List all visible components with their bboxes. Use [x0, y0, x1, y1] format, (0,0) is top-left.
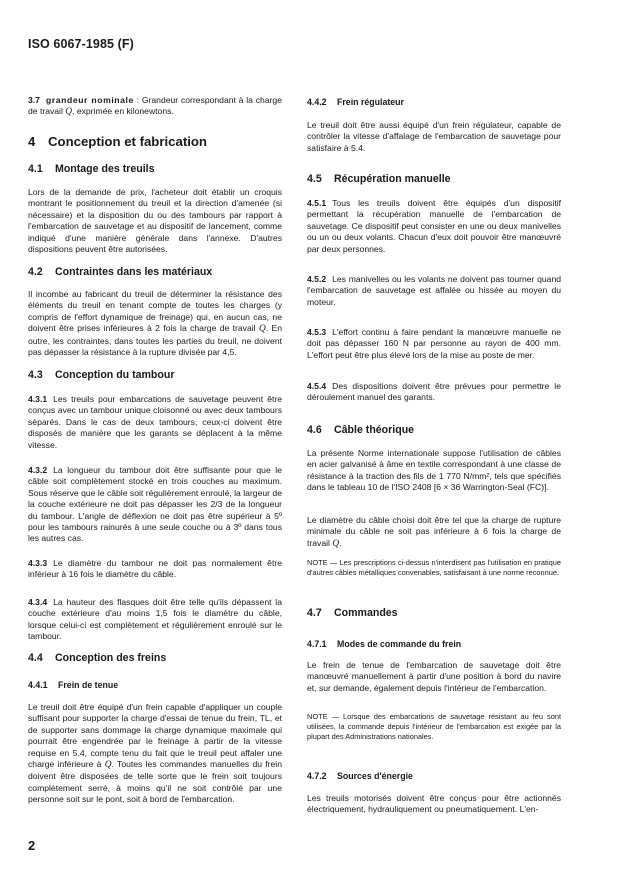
heading-4-4-1: 4.4.1 Frein de tenue	[28, 680, 119, 690]
heading-4-4-2: 4.4.2 Frein régulateur	[307, 97, 404, 107]
term-grandeur-nominale: grandeur nominale	[45, 95, 134, 105]
clause-4-5-1: 4.5.1 Tous les treuils doivent être équipés d'un dispositif permettant la récupération manuelle de l'embarcation de sauvetage. Ce dispositif peut consister en une ou deux manivelles ou un ou deux volants. Chacun d'eux doit pouvoir être manœuvré par deux personnes.	[307, 198, 561, 254]
heading-4-7-2: 4.7.2 Sources d'énergie	[307, 771, 413, 781]
clause-4-5-4: 4.5.4 Des dispositions doivent être prévues pour permettre le déroulement manuel des garants.	[307, 381, 561, 403]
clause-3-7	[28, 95, 282, 119]
heading-section-4: 4 Conception et fabrication	[28, 134, 207, 149]
clause-4-3-4: 4.3.4 La hauteur des flasques doit être telle qu'ils dépassent la couche extérieure d'au moins 1,5 fois le diamètre du câble, lorsque celui-ci est complètement et régulièrement enroulé sur le tambour.	[28, 597, 282, 642]
clause-4-3-1: 4.3.1 Les treuils pour embarcations de sauvetage peuvent être conçus avec un tambour unique cloisonné ou avec deux tambours séparés. Dans le cas de deux tambours, ceux-ci doivent être disposés de manière que les garants se déplacent à la même vitesse.	[28, 394, 282, 450]
clause-3-7-text: 3.7 grandeur nominale : Grandeur correspondant à la charge de travail Q, exprimée en kilonewtons.	[28, 95, 282, 118]
clause-4-4-2-text: Le treuil doit être aussi équipé d'un frein régulateur, capable de contrôler la vitesse d'affalage de l'embarcation de sauvetage pour satisfaire à 5.4.	[307, 120, 561, 153]
document-id: ISO 6067-1985 (F)	[28, 37, 134, 51]
clause-4-6-note: NOTE — Les prescriptions ci-dessus n'interdisent pas l'utilisation en pratique d'autres câbles métalliques convenables, satisfaisant à une norme reconnue.	[307, 558, 561, 577]
clause-4-1-text: Lors de la demande de prix, l'acheteur doit établir un croquis montrant le positionnement du treuil et la direction d'amenée (si nécessaire) et la disposition du ou des tambours par rapport à l'embarcation de sauvetage et au dispositif de lancement, comme indiqué d'une manière générale dans l'annexe. D'autres dispositions peuvent être autorisées.	[28, 187, 282, 255]
heading-4-2: 4.2 Contraintes dans les matériaux	[28, 266, 213, 278]
clause-4-6-text-2: Le diamètre du câble choisi doit être tel que la charge de rupture minimale du câble ne soit pas inférieure à 6 fois la charge de travail Q.	[307, 515, 561, 549]
page-number: 2	[28, 838, 36, 853]
clause-4-5-3: 4.5.3 L'effort continu à faire pendant la manœuvre manuelle ne doit pas dépasser 160 N par personne au rayon de 400 mm. L'effort peut être plus élevé lors de la mise au poste de mer.	[307, 327, 561, 360]
heading-4-4: 4.4 Conception des freins	[28, 652, 167, 664]
heading-4-3: 4.3 Conception du tambour	[28, 369, 175, 381]
heading-4-7: 4.7 Commandes	[307, 607, 398, 619]
clause-4-2-text: Il incombe au fabricant du treuil de déterminer la résistance des éléments du treuil en tenant compte de toutes les charges (y compris de l'effort dynamique de freinage) qui, en aucun cas, ne doivent être prises inférieures à 2 fois la charge de travail Q. En outre, les contraintes, dans toutes les parties du treuil, ne doivent pas dépasser la résistance à la rupture divisée par 4,5.	[28, 289, 282, 358]
heading-4-5: 4.5 Récupération manuelle	[307, 173, 451, 185]
clause-4-7-2-text: Les treuils motorisés doivent être conçus pour être actionnés électriquement, hydrauliquement ou pneumatiquement. L'en-	[307, 793, 561, 815]
clause-4-6-text-1: La présente Norme internationale suppose l'utilisation de câbles en acier galvanisé à âme en textile correspondant à une classe de résistance à la traction des fils de 1 770 N/mm², tels que spécifiés dans le tableau 10 de l'ISO 2408 [6 × 36 Warrington-Seal (FC)].	[307, 448, 561, 493]
clause-4-5-2: 4.5.2 Les manivelles ou les volants ne doivent pas tourner quand l'embarcation de sauvetage est affalée ou hissée au moyen du moteur.	[307, 274, 561, 307]
clause-4-7-1-note: NOTE — Lorsque des embarcations de sauvetage résistant au feu sont utilisées, la commande depuis l'intérieur de l'embarcation est exigée par la plupart des Administrations nationales.	[307, 712, 561, 741]
clause-4-4-1-text: Le treuil doit être équipé d'un frein capable d'appliquer un couple suffisant pour supporter la charge d'essai de tenue du frein, TL, et de supporter sans dommage la charge dynamique maximale qui pourrait être engendrée par le freinage à partir de la vitesse requise en 5.4, compte tenu du fait que le treuil peut affaler une charge inférieure à Q. Toutes les commandes manuelles du frein doivent être disposées de telle sorte que le frein soit toujours complètement serré, à moins qu'il ne soit contrôlé par une personne soit sur le pont, soit à bord de l'embarcation.	[28, 702, 282, 805]
heading-4-7-1: 4.7.1 Modes de commande du frein	[307, 639, 462, 649]
clause-4-3-3: 4.3.3 Le diamètre du tambour ne doit pas normalement être inférieur à 16 fois le diamètre du câble.	[28, 558, 282, 580]
heading-4-1: 4.1 Montage des treuils	[28, 163, 155, 175]
clause-4-3-2: 4.3.2 La longueur du tambour doit être suffisante pour que le câble soit complètement stocké en trois couches au maximum. Sous réserve que le câble soit régulièrement enroulé, la largeur de la couche extérieure ne doit pas dépasser les 2/3 de la longueur du tambour. L'angle de déflexion ne doit pas être supérieur à 5º pour les tambours rainurés à une seule couche ou à 3º dans tous les autres cas.	[28, 465, 282, 544]
clause-4-7-1-text: Le frein de tenue de l'embarcation de sauvetage doit être manœuvré manuellement à partir d'une position à bord du navire et, sur demande, également depuis l'intérieur de l'embarcation.	[307, 660, 561, 693]
heading-4-6: 4.6 Câble théorique	[307, 424, 415, 436]
